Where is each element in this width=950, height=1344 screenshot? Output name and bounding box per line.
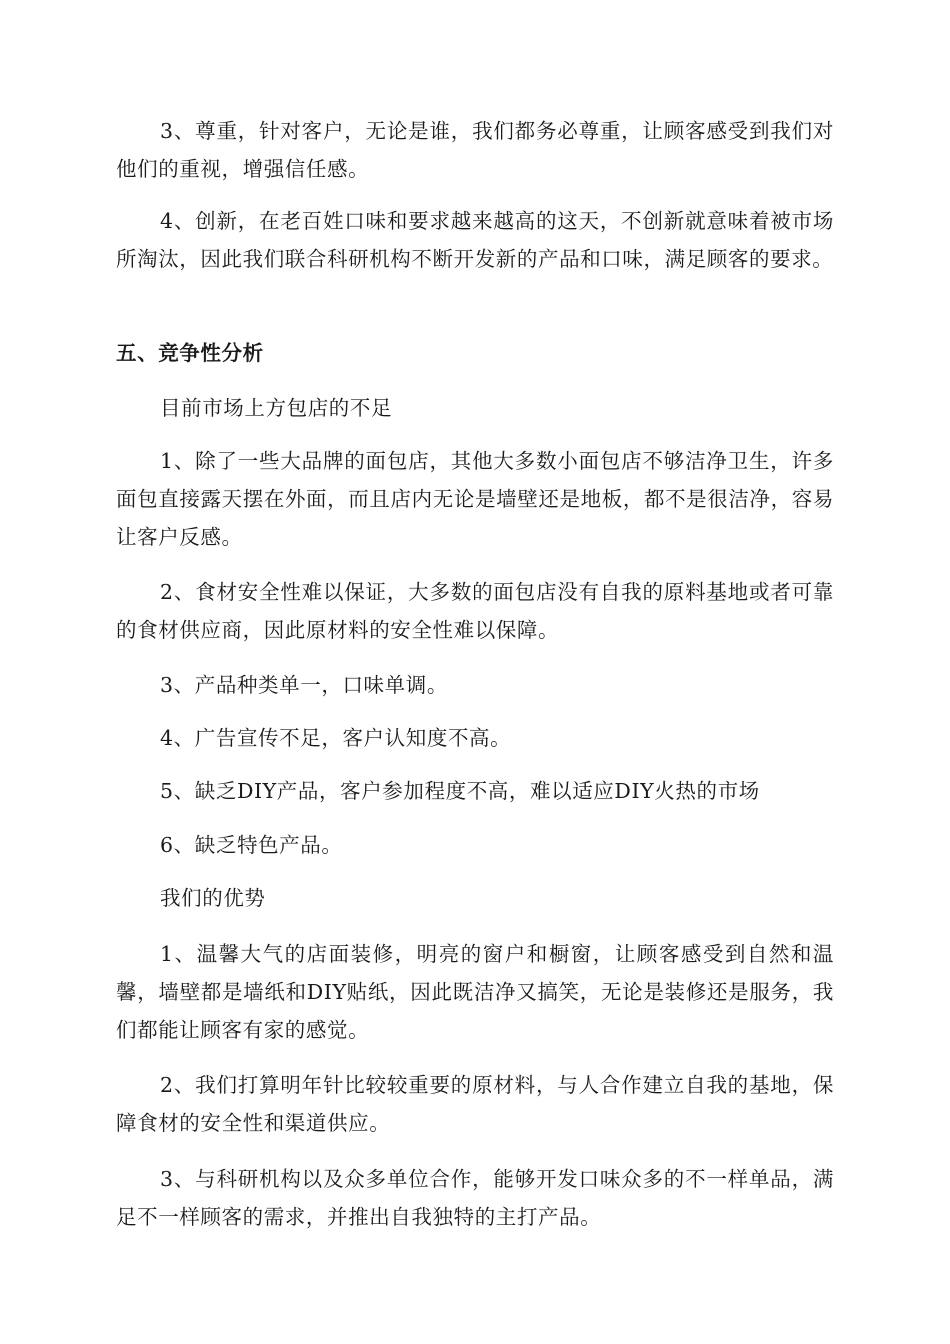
paragraph-respect: 3、尊重，针对客户，无论是谁，我们都务必尊重，让顾客感受到我们对他们的重视，增强信任感。 [116, 119, 834, 181]
subheading-advantages: 我们的优势 [160, 886, 266, 910]
shortcoming-item: 6、缺乏特色产品。 [160, 833, 343, 857]
shortcoming-item: 2、食材安全性难以保证，大多数的面包店没有自我的原料基地或者可靠的食材供应商，因此原材料的安全性难以保障。 [116, 580, 834, 642]
section-heading-competition: 五、竞争性分析 [116, 341, 264, 365]
shortcoming-item: 4、广告宣传不足，客户认知度不高。 [160, 726, 512, 750]
advantage-item: 1、温馨大气的店面装修，明亮的窗户和橱窗，让顾客感受到自然和温馨，墙壁都是墙纸和DIY贴纸，因此既洁净又搞笑，无论是装修还是服务，我们都能让顾客有家的感觉。 [116, 942, 834, 1042]
paragraph-innovation: 4、创新，在老百姓口味和要求越来越高的这天，不创新就意味着被市场所淘汰，因此我们联合科研机构不断开发新的产品和口味，满足顾客的要求。 [116, 209, 834, 271]
subheading-shortcomings: 目前市场上方包店的不足 [160, 396, 393, 420]
shortcoming-item: 1、除了一些大品牌的面包店，其他大多数小面包店不够洁净卫生，许多面包直接露天摆在外面，而且店内无论是墙壁还是地板，都不是很洁净，容易让客户反感。 [116, 449, 834, 549]
shortcoming-item: 3、产品种类单一，口味单调。 [160, 673, 448, 697]
advantage-item: 3、与科研机构以及众多单位合作，能够开发口味众多的不一样单品，满足不一样顾客的需求，并推出自我独特的主打产品。 [116, 1167, 834, 1229]
shortcoming-item: 5、缺乏DIY产品，客户参加程度不高，难以适应DIY火热的市场 [160, 779, 760, 803]
advantage-item: 2、我们打算明年针比较较重要的原材料，与人合作建立自我的基地，保障食材的安全性和渠道供应。 [116, 1073, 834, 1135]
